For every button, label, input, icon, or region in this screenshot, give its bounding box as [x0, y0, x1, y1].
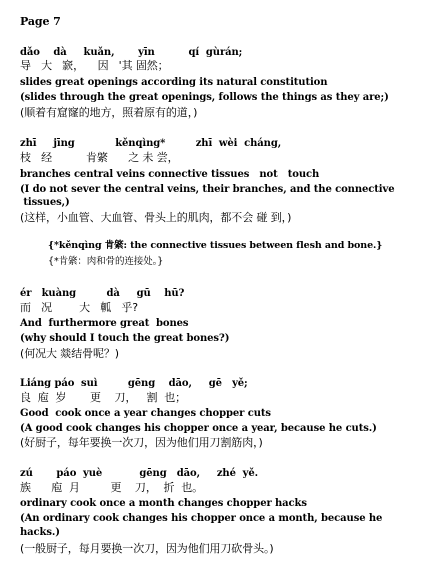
- footnote-english: {*kěnqìng 肯綮: the connective tissues between flesh and bone.}: [48, 240, 383, 251]
- pinyin-line: zú páo yuè gēng dāo, zhé yě.: [20, 468, 258, 479]
- word-gloss-line: ordinary cook once a month changes chopper hacks: [20, 498, 307, 509]
- word-gloss-line: branches central veins connective tissues not touch: [20, 169, 320, 180]
- english-translation: (why should I touch the great bones?): [20, 333, 230, 344]
- modern-chinese-translation: (顺着有窟窿的地方，照着原有的道，): [20, 106, 198, 119]
- footnote-chinese: {*肯綮：肉和骨的连接处。}: [48, 256, 164, 267]
- english-translation: (A good cook changes his chopper once a year, because he cuts.): [20, 423, 377, 434]
- chinese-text-line: 而 况 大 軱 乎?: [20, 301, 138, 314]
- pinyin-line: ér kuàng dà gū hū?: [20, 288, 185, 299]
- modern-chinese-translation: (好厨子，每年要换一次刀，因为他们用刀割筋肉，): [20, 436, 263, 449]
- chinese-text-line: 良 庖 岁 更 刀， 割 也；: [20, 391, 187, 404]
- english-translation: (An ordinary cook changes his chopper once a month, because he: [20, 513, 383, 524]
- english-translation: (I do not sever the central veins, their branches, and the connective: [20, 184, 395, 195]
- pinyin-line: zhī jīng kěnqìng* zhī wèi cháng,: [20, 138, 282, 149]
- page-number: Page 7: [20, 15, 61, 28]
- chinese-text-line: 导 大 窾， 因 '其 固然；: [20, 59, 169, 72]
- pinyin-line: Liáng páo suì gēng dāo, gē yě;: [20, 378, 248, 389]
- modern-chinese-translation: (这样，小血管、大血管、骨头上的肌肉，都不会 碰 到，): [20, 211, 292, 224]
- english-translation: (slides through the great openings, follows the things as they are;): [20, 92, 389, 103]
- word-gloss-line: slides great openings according its natural constitution: [20, 77, 328, 88]
- english-translation-continued: hacks.): [20, 527, 60, 538]
- chinese-text-line: 族 庖 月 更 刀， 折 也。: [20, 481, 204, 494]
- modern-chinese-translation: (一般厨子，每月要换一次刀，因为他们用刀砍骨头。): [20, 542, 274, 555]
- word-gloss-line: And furthermore great bones: [20, 318, 189, 329]
- word-gloss-line: Good cook once a year changes chopper cuts: [20, 408, 271, 419]
- pinyin-line: dǎo dà kuǎn, yīn qí gùrán;: [20, 47, 243, 58]
- chinese-text-line: 枝 经 肯綮 之 未 尝，: [20, 151, 179, 164]
- english-translation-continued: tissues,): [20, 197, 70, 208]
- modern-chinese-translation: (何况大 燚结骨呢？): [20, 347, 119, 360]
